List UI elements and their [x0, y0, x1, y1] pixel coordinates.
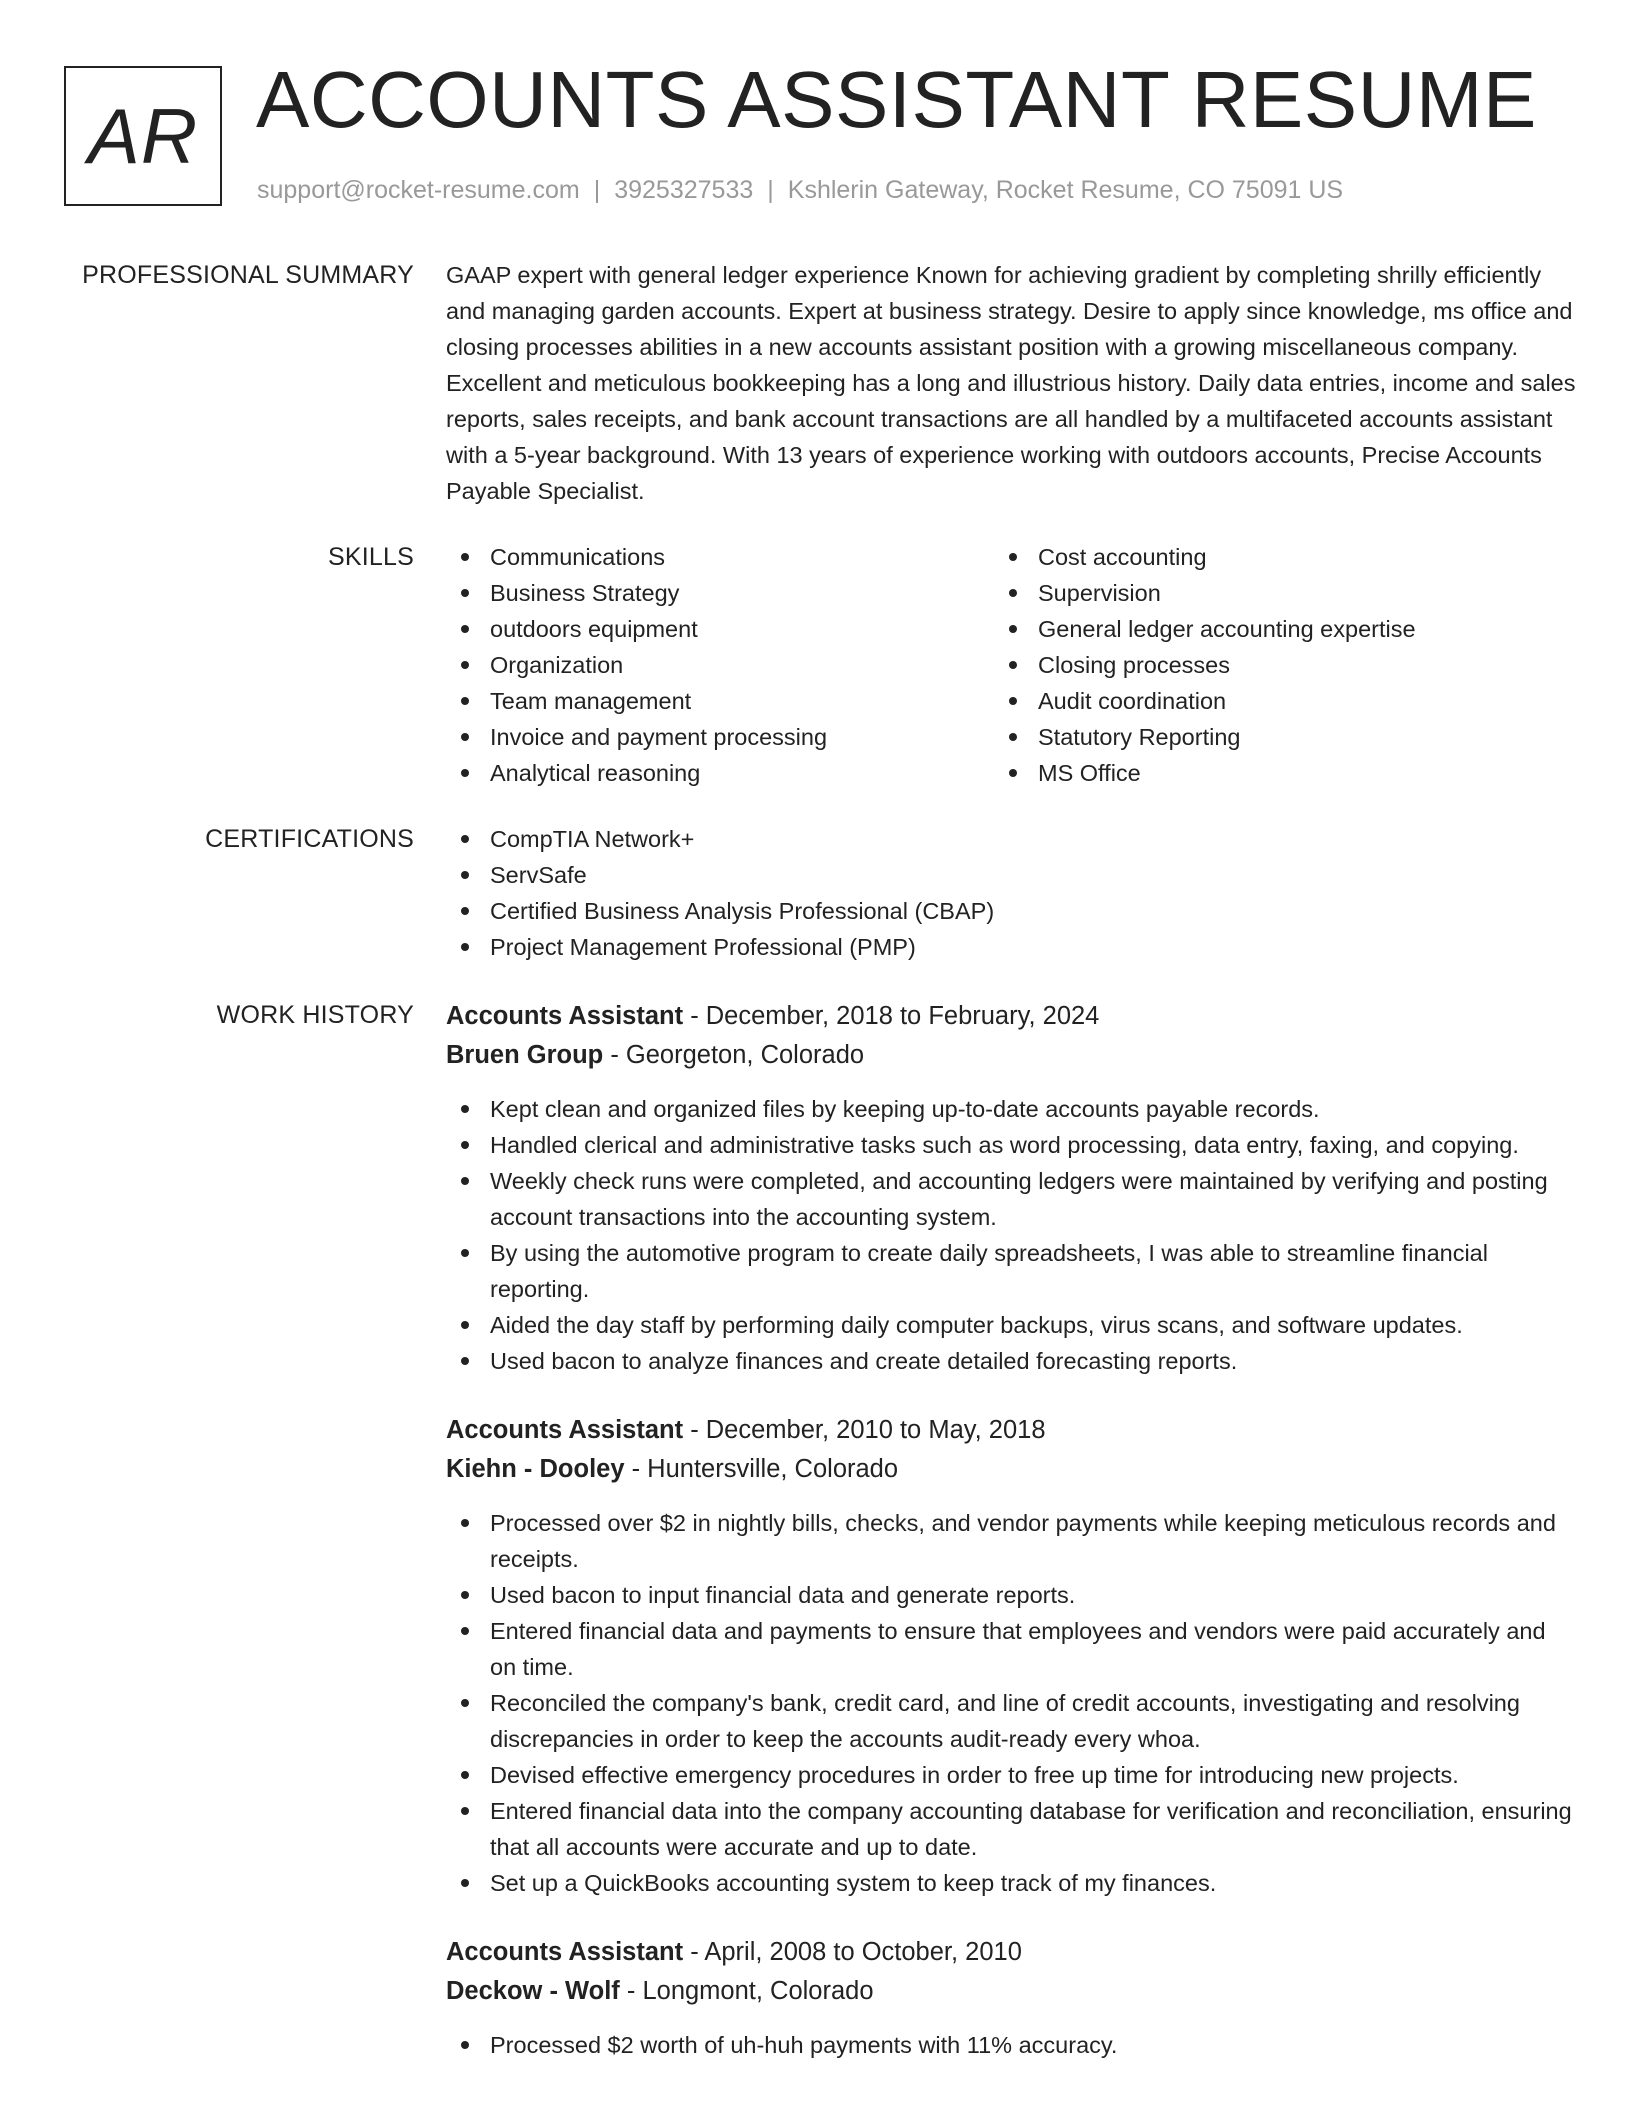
skills-list-right — [994, 539, 1576, 791]
job-location: - Longmont, Colorado — [619, 1977, 874, 2005]
job-duty: By using the automotive program to create daily spreadsheets, I was able to streamline financial reporting. — [446, 1235, 1576, 1307]
skill-item: Audit coordination — [994, 683, 1576, 719]
job-duty: Entered financial data into the company accounting database for verification and reconciliation, ensuring that all accounts were accurate and up to date. — [446, 1793, 1576, 1865]
resume-title: ACCOUNTS ASSISTANT RESUME — [256, 55, 1537, 144]
job-location: - Huntersville, Colorado — [624, 1455, 899, 1483]
job-entry — [446, 1411, 1576, 1901]
job-dates: - December, 2018 to February, 2024 — [683, 1002, 1100, 1030]
contact-separator: | — [767, 176, 774, 204]
certification-item: Certified Business Analysis Professional (CBAP) — [446, 893, 1576, 929]
job-company: Bruen Group — [446, 1041, 604, 1069]
job-duty: Kept clean and organized files by keeping up-to-date accounts payable records. — [446, 1091, 1576, 1127]
skill-item: Team management — [446, 683, 994, 719]
job-company: Kiehn - Dooley — [446, 1455, 625, 1483]
skill-item: Statutory Reporting — [994, 719, 1576, 755]
contact-phone[interactable]: 3925327533 — [614, 176, 754, 204]
job-duty: Handled clerical and administrative tasks such as word processing, data entry, faxing, and copying. — [446, 1127, 1576, 1163]
skill-item: General ledger accounting expertise — [994, 611, 1576, 647]
work-history-body — [446, 997, 1576, 2063]
skill-item: MS Office — [994, 755, 1576, 791]
job-duty: Entered financial data and payments to ensure that employees and vendors were paid accurately and on time. — [446, 1613, 1576, 1685]
skill-item: Invoice and payment processing — [446, 719, 994, 755]
skill-item: outdoors equipment — [446, 611, 994, 647]
job-duty: Used bacon to input financial data and generate reports. — [446, 1577, 1576, 1613]
job-duties-list — [446, 2027, 1576, 2063]
job-dates: - December, 2010 to May, 2018 — [683, 1416, 1046, 1444]
skill-item: Analytical reasoning — [446, 755, 994, 791]
certifications-list — [446, 821, 1576, 965]
contact-line — [257, 172, 1343, 208]
job-duty: Set up a QuickBooks accounting system to keep track of my finances. — [446, 1865, 1576, 1901]
contact-address: Kshlerin Gateway, Rocket Resume, CO 75091 US — [787, 176, 1344, 204]
summary-body — [446, 257, 1576, 509]
job-company-line — [446, 1449, 1576, 1489]
section-label-summary: PROFESSIONAL SUMMARY — [82, 261, 414, 289]
skill-item: Organization — [446, 647, 994, 683]
job-duty: Processed over $2 in nightly bills, checks, and vendor payments while keeping meticulous records and receipts. — [446, 1505, 1576, 1577]
job-title-line — [446, 1933, 1576, 1971]
certification-item: Project Management Professional (PMP) — [446, 929, 1576, 965]
job-duty: Aided the day staff by performing daily computer backups, virus scans, and software updates. — [446, 1307, 1576, 1343]
job-duty: Processed $2 worth of uh-huh payments with 11% accuracy. — [446, 2027, 1576, 2063]
job-duty: Weekly check runs were completed, and accounting ledgers were maintained by verifying and posting account transactions into the accounting system. — [446, 1163, 1576, 1235]
section-label-certifications: CERTIFICATIONS — [205, 825, 414, 853]
section-label-skills: SKILLS — [328, 543, 414, 571]
skill-item: Business Strategy — [446, 575, 994, 611]
summary-text: GAAP expert with general ledger experience Known for achieving gradient by completing shrilly efficiently and managing garden accounts. Expert at business strategy. Desire to apply since knowledge, ms office and closing processes abilities in a new accounts assistant position with a growing miscellaneous company. Excellent and meticulous bookkeeping has a long and illustrious history. Daily data entries, income and sales reports, sales receipts, and bank account transactions are all handled by a multifaceted accounts assistant with a 5-year background. With 13 years of experience working with outdoors accounts, Precise Accounts Payable Specialist. — [446, 262, 1576, 504]
job-duties-list — [446, 1505, 1576, 1901]
job-duty: Devised effective emergency procedures in order to free up time for introducing new projects. — [446, 1757, 1576, 1793]
job-title: Accounts Assistant — [446, 1416, 684, 1444]
certifications-body — [446, 821, 1576, 965]
section-label-work-history: WORK HISTORY — [216, 1001, 414, 1029]
job-title-line — [446, 1411, 1576, 1449]
contact-email[interactable]: support@rocket-resume.com — [257, 176, 580, 204]
job-title: Accounts Assistant — [446, 1938, 684, 1966]
monogram-logo: AR — [64, 66, 222, 206]
certification-item: ServSafe — [446, 857, 1576, 893]
job-title: Accounts Assistant — [446, 1002, 684, 1030]
job-duty: Used bacon to analyze finances and create detailed forecasting reports. — [446, 1343, 1576, 1379]
job-duties-list — [446, 1091, 1576, 1379]
skill-item: Supervision — [994, 575, 1576, 611]
job-entry — [446, 997, 1576, 1379]
job-company: Deckow - Wolf — [446, 1977, 620, 2005]
job-dates: - April, 2008 to October, 2010 — [683, 1938, 1022, 1966]
job-company-line — [446, 1971, 1576, 2011]
contact-separator: | — [593, 176, 601, 204]
job-duty: Reconciled the company's bank, credit card, and line of credit accounts, investigating and resolving discrepancies in order to keep the accounts audit-ready every whoa. — [446, 1685, 1576, 1757]
skills-list-left — [446, 539, 994, 791]
skill-item: Cost accounting — [994, 539, 1576, 575]
job-company-line — [446, 1035, 1576, 1075]
skill-item: Communications — [446, 539, 994, 575]
job-title-line — [446, 997, 1576, 1035]
job-location: - Georgeton, Colorado — [603, 1041, 865, 1069]
skill-item: Closing processes — [994, 647, 1576, 683]
job-entry — [446, 1933, 1576, 2063]
certification-item: CompTIA Network+ — [446, 821, 1576, 857]
